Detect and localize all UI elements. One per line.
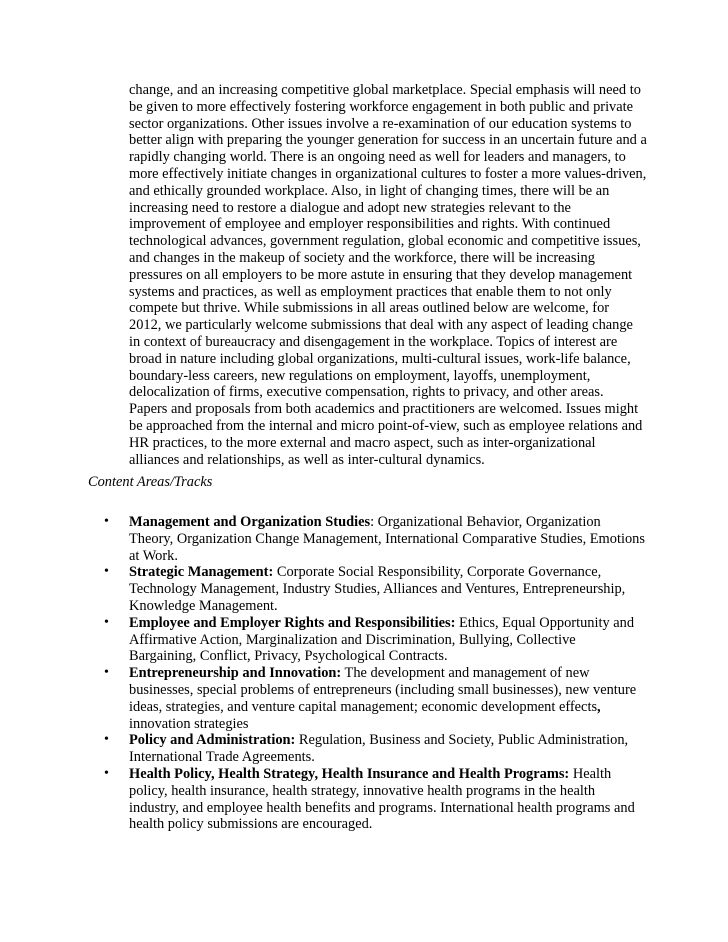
text-line: more effectively initiate changes in organizational cultures to foster a more values-driven, [129,165,647,182]
text-line: and ethically grounded workplace. Also, in light of changing times, there will be an [129,182,610,199]
text-line: change, and an increasing competitive global marketplace. Special emphasis will need to [129,82,641,98]
track-line [129,766,649,783]
text-line: 2012, we particularly welcome submissions that deal with any aspect of leading change [129,317,633,334]
track-title: Entrepreneurship and Innovation: [129,665,342,682]
track-line: at Work. [129,547,178,564]
track-line: Knowledge Management. [129,597,278,614]
track-line: innovation strategies [129,715,249,732]
track-line: policy, health insurance, health strategy, innovative health programs in the health [129,782,596,799]
text-line: increasing need to restore a dialogue and adopt new strategies relevant to the [129,199,571,216]
track-text: Regulation, Business and Society, Public Administration, [295,732,629,749]
text-line: boundary-less careers, new regulations on employment, layoffs, unemployment, [129,367,591,384]
bullet-icon: • [104,514,109,529]
track-management-organization [104,514,649,564]
track-title: Health Policy, Health Strategy, Health Insurance and Health Programs: [129,765,570,782]
text-line: Papers and proposals from both academics and practitioners are welcomed. Issues might [129,401,639,418]
track-employee-employer-rights [104,614,649,665]
track-line [129,665,649,682]
text-line: broad in nature including global organizations, multi-cultural issues, work-life balance, [129,350,631,367]
bullet-icon: • [104,665,109,681]
text-line: HR practices, to the more external and macro aspect, such as inter-organizational [129,434,596,451]
bullet-icon: • [104,614,109,630]
track-line: Bargaining, Conflict, Privacy, Psychological Contracts. [129,648,448,665]
text-line: be approached from the internal and micro point-of-view, such as employee relations and [129,417,643,434]
track-line: industry, and employee health benefits and programs. International health programs and [129,799,635,816]
track-line [129,514,649,531]
track-policy-administration [104,732,649,766]
track-line: Technology Management, Industry Studies, Alliances and Ventures, Entrepreneurship, [129,581,626,598]
track-text-bold-comma: , [597,698,601,715]
track-text: Health [569,765,612,782]
tracks-list [104,514,649,833]
track-entrepreneurship-innovation [104,665,649,732]
intro-paragraph [129,82,645,468]
track-strategic-management [104,564,649,614]
track-health-policy [104,765,649,833]
bullet-icon: • [104,564,109,580]
text-line: compete but thrive. While submissions in all areas outlined below are welcome, for [129,300,610,317]
text-line: pressures on all employers to be more astute in ensuring that they develop management [129,266,633,283]
section-heading: Content Areas/Tracks [88,474,213,490]
track-title: Management and Organization Studies [129,514,371,530]
track-line [129,732,649,749]
track-text: ideas, strategies, and venture capital management; economic development effects [129,698,598,715]
track-title: Employee and Employer Rights and Responsibilities: [129,614,456,631]
track-line: Theory, Organization Change Management, International Comparative Studies, Emotions [129,530,645,547]
track-title: Strategic Management: [129,564,274,581]
track-line: health policy submissions are encouraged. [129,816,373,833]
bullet-icon: • [104,765,109,781]
track-text: : Organizational Behavior, Organization [370,514,601,530]
text-line: and changes in the makeup of society and the workforce, there will be increasing [129,249,595,266]
track-line [129,699,649,716]
text-line: improvement of employee and employer responsibilities and rights. With continued [129,216,611,233]
text-line: sector organizations. Other issues involve a re-examination of our education systems to [129,115,632,132]
track-text: The development and management of new [341,665,590,682]
text-line: technological advances, government regulation, global economic and competitive issues, [129,233,641,250]
track-line: International Trade Agreements. [129,749,315,766]
track-line [129,615,649,632]
text-line: delocalization of firms, executive compensation, rights to privacy, and other areas. [129,384,604,401]
bullet-icon: • [104,732,109,748]
text-line: alliances and relationships, as well as inter-cultural dynamics. [129,451,485,468]
track-title: Policy and Administration: [129,732,296,749]
track-line: Affirmative Action, Marginalization and Discrimination, Bullying, Collective [129,631,576,648]
text-line: better align with preparing the younger generation for success in an uncertain future and a [129,132,647,149]
text-line: systems and practices, as well as employment practices that enable them to not only [129,283,612,300]
track-text: Corporate Social Responsibility, Corporate Governance, [273,564,602,581]
text-line: rapidly changing world. There is an ongoing need as well for leaders and managers, to [129,149,626,166]
track-line: businesses, special problems of entrepreneurs (including small businesses), new venture [129,681,637,698]
track-text: Ethics, Equal Opportunity and [455,614,635,631]
track-line [129,564,649,581]
text-line: in context of bureaucracy and disengagement in the workplace. Topics of interest are [129,333,618,350]
text-line: be given to more effectively fostering workforce engagement in both public and private [129,98,634,115]
